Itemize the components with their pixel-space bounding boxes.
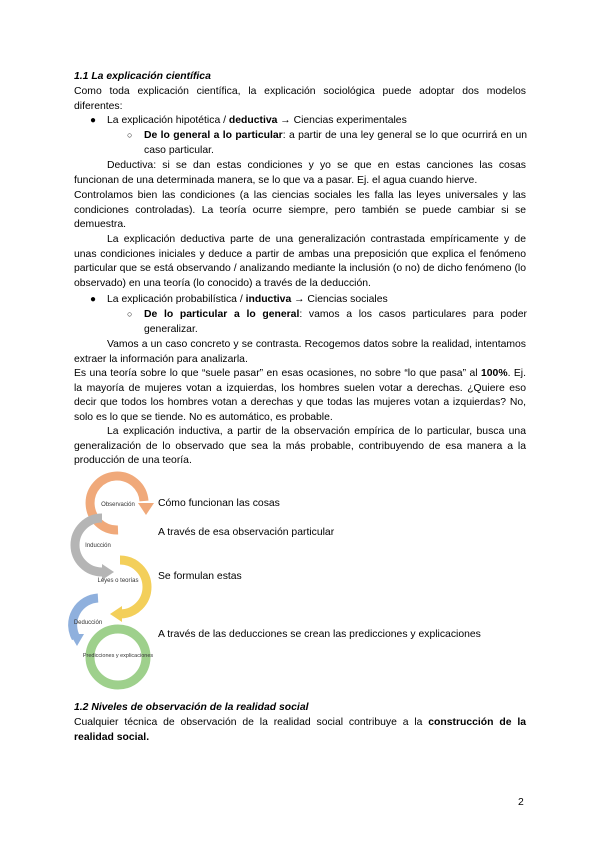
paragraph-niveles: Cualquier técnica de observación de la realidad social contribuye a la construcción de la realidad social. <box>74 717 526 743</box>
bullet-inductiva: La explicación probabilística / inductiva → Ciencias sociales <box>107 294 388 305</box>
diagram-label-induccion: A través de esa observación particular <box>158 527 335 538</box>
diagram-label-observacion: Cómo funcionan las cosas <box>158 498 280 509</box>
cycle-label-predicciones: Predicciones y explicaciones <box>82 653 154 659</box>
page-number: 2 <box>518 797 524 808</box>
sub-bullet-particular-general: De lo particular a lo general: vamos a los casos particulares para poder generalizar. <box>144 309 528 335</box>
bullet-deductiva: La explicación hipotética / deductiva → Ciencias experimentales <box>107 115 407 126</box>
sub-bullet-general-particular: De lo general a lo particular: a partir de una ley general se lo que ocurrirá en un caso particular. <box>144 130 527 156</box>
sub-bullet-circle: ○ <box>127 130 133 140</box>
bullet-dot: ● <box>90 294 97 305</box>
cycle-arrow-observacion <box>138 503 154 515</box>
bullet-dot: ● <box>90 115 97 126</box>
paragraph-controlamos: Controlamos bien las condiciones (a las ciencias sociales les falla las leyes universales y las condiciones controladas). La teoría ocurre siempre, pero también se puede cambiar si se demuestra. <box>74 190 526 231</box>
paragraph-inductiva: La explicación inductiva, a partir de la observación empírica de lo particular, busca una generalización de lo observado que sea la más probable, contribuyendo de esa manera a la producción de una teoría. <box>74 426 526 467</box>
cycle-arrow-leyes <box>110 606 122 622</box>
cycle-arc-leyes <box>120 560 147 614</box>
paragraph-explicacion-deductiva: La explicación deductiva parte de una generalización contrastada empíricamente y de unas condiciones iniciales y deduce a partir de ambas una preposición que explica el fenómeno particular que se está observando / analizando mediante la inclusión (o no) de dicho fenómeno (lo observado) en una teoría (lo conocido) a través de la deducción. <box>74 234 526 289</box>
paragraph-vamos: Vamos a un caso concreto y se contrasta. Recogemos datos sobre la realidad, intentamos extraer la información para analizarla. <box>74 339 526 365</box>
cycle-label-deduccion: Deducción <box>73 620 103 626</box>
intro-paragraph: Como toda explicación científica, la explicación sociológica puede adoptar dos modelos diferentes: <box>74 86 526 112</box>
paragraph-teoria: Es una teoría sobre lo que “suele pasar” en esas ocasiones, no sobre “lo que pasa” al 100%. Ej. la mayoría de mujeres votan a izquierdas, los hombres suelen votar a derechas. ¿Quiere eso decir que todos los hombres votan a derechas y que todas las mujeres votan a izquierdas? No, solo es lo que se tiende. No es automático, es probable. <box>74 368 526 423</box>
cycle-label-observacion: Observación <box>101 502 135 508</box>
section-heading-2: 1.2 Niveles de observación de la realidad social <box>74 702 309 713</box>
paragraph-deductiva: Deductiva: si se dan estas condiciones y yo se que en estas canciones las cosas funcionan de una determinada manera, se lo que va a pasar. Ej. el agua cuando hierve. <box>74 160 526 186</box>
cycle-arc-deduccion <box>73 598 98 638</box>
cycle-label-induccion: Inducción <box>85 543 111 549</box>
scientific-cycle-diagram <box>60 470 160 698</box>
cycle-label-leyes: Leyes o teorías <box>97 578 139 584</box>
section-heading-1: 1.1 La explicación científica <box>74 71 211 82</box>
sub-bullet-circle: ○ <box>127 309 133 319</box>
diagram-label-deduccion: A través de las deducciones se crean las predicciones y explicaciones <box>158 629 481 640</box>
diagram-label-leyes: Se formulan estas <box>158 571 242 582</box>
